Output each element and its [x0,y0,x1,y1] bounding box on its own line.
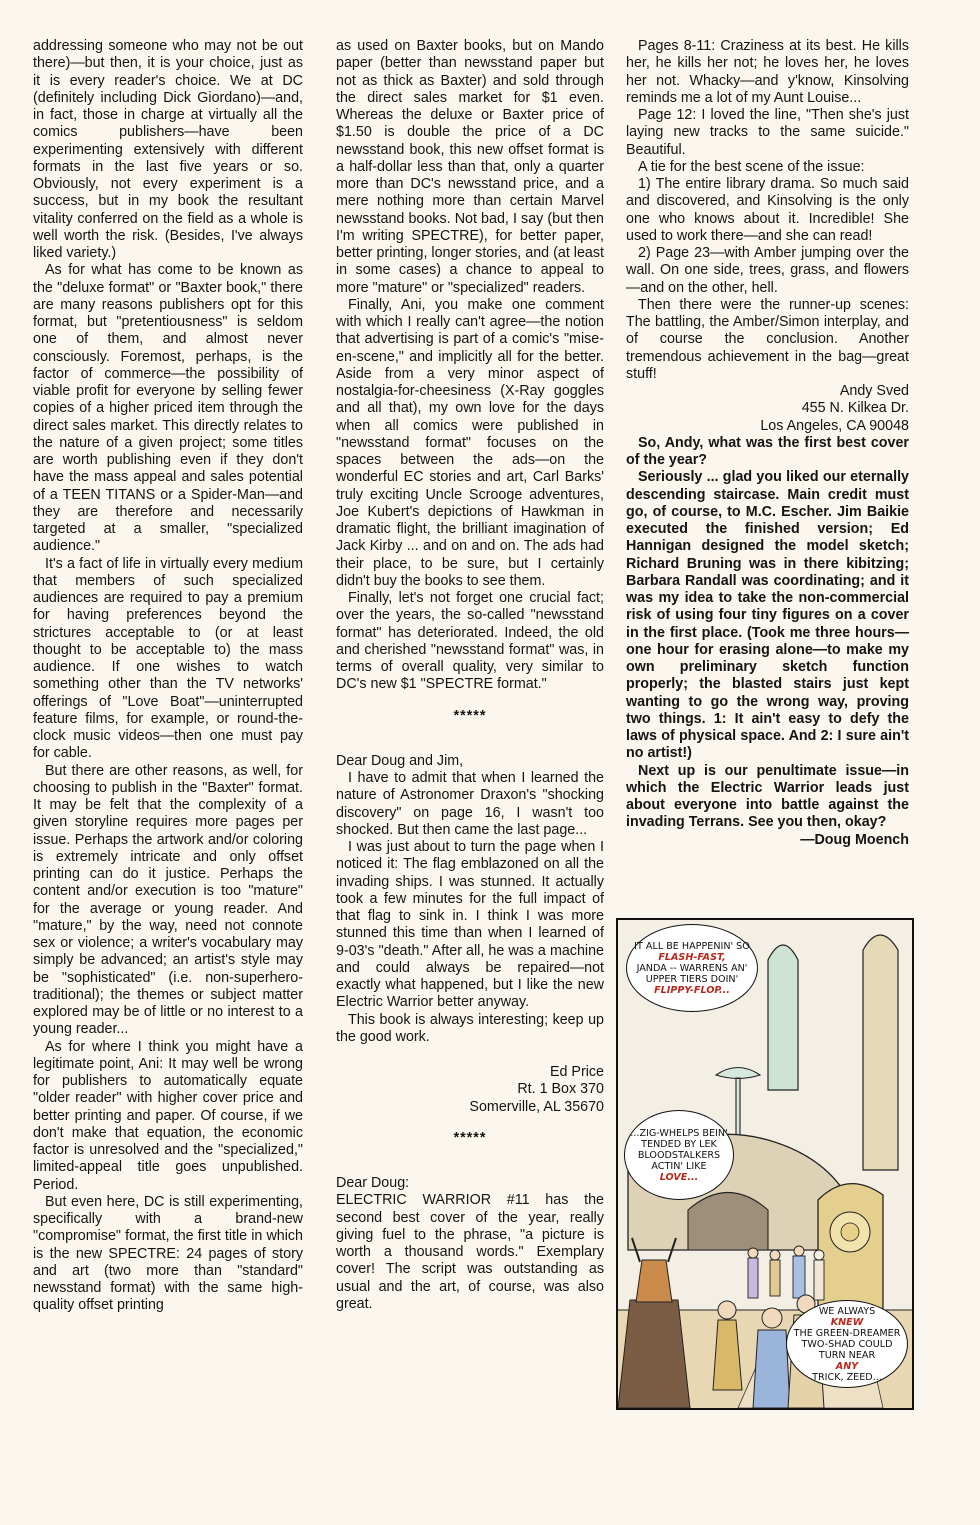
letter-signature-address-1: 455 N. Kilkea Dr. [801,400,909,417]
letter1-paragraph-2: I was just about to turn the page when I noticed it: The flag emblazoned on all the invading ships. I was stunned. It actually took a few minutes for the full impact of that flag to sink in. I think I was more stunned this time than when I learned of 9-03's "death." After all, he was a machine and could always be repaired—not exactly what happened, but I like the new Electric Warrior better anyway. [336,839,604,1011]
letter2-paragraph-1: ELECTRIC WARRIOR #11 has the second best cover of the year, really giving fuel to the phrase, "a picture is worth a thousand words." Exemplary cover! The script was outstanding as usual and the art, of course, was also great. [336,1192,604,1312]
letter-signature-address-2: Los Angeles, CA 90048 [760,417,909,434]
letter-signature-name: Andy Sved [839,383,909,399]
balloon-1-text-a: IT ALL BE HAPPENIN' SO [634,940,750,952]
left-tower [768,945,798,1090]
column-left [33,38,303,1315]
col3-paragraph-5: 2) Page 23—with Amber jumping over the wall. On one side, trees, grass, and flowers—and on the other, hell. [626,245,909,296]
speech-balloon-3 [786,1300,908,1388]
comic-panel [616,918,914,1410]
balloon-3-emphasis: KNEW [830,1316,864,1328]
col3-paragraph-2: Page 12: I loved the line, "Then she's just laying new tracks to the same suicide." Beautiful. [626,107,909,158]
letter1-paragraph-3: This book is always interesting; keep up the good work. [336,1011,604,1045]
speech-balloon-1 [626,924,758,1012]
right-tower [863,935,898,1170]
speech-balloon-2 [624,1110,734,1200]
balloon-1-emphasis: FLASH-FAST, [658,951,726,963]
balloon-3-text-a: WE ALWAYS [818,1305,876,1317]
col3-paragraph-3: A tie for the best scene of the issue: [638,158,865,175]
balloon-1-emphasis-2: FLIPPY-FLOP... [654,984,730,996]
balloon-3-emphasis-2: ANY [835,1360,859,1372]
col1-paragraph-3: It's a fact of life in virtually every medium that members of such specialized audiences are required to pay a premium for having preferences beyond the strictures acceptable to (or at least thought to be acceptable to) the mass audience. If one wishes to watch something other than the TV networks' offerings of "Love Boat"—uninterrupted feature films, for example, or round-the-clock music videos—then one must pay for cable. [33,555,303,762]
col2-paragraph-3: Finally, let's not forget one crucial fact; over the years, the so-called "newsstand format" has deteriorated. Indeed, the old and cherished "newsstand format" was, in terms of overall quality, very similar to DC's new $1 "SPECTRE format." [336,590,604,693]
balloon-1-text-b: JANDA -- WARRENS AN' UPPER TIERS DOIN' [636,962,748,985]
col2-paragraph-2: Finally, Ani, you make one comment with which I really can't agree—the notion that advertising is part of a comic's "mise-en-scene," and implicitly all for the better. Aside from a very minor aspect of nostalgia-for-cheesiness (X-Ray goggles and all that), my own love for the days when all comics were published in "newsstand format" focuses on the spaces between the ads—on the wonderful EC stories and art, Carl Barks' truly exciting Uncle Scrooge adventures, Joe Kubert's depictions of Hawkman in dramatic flight, the brilliant imagination of Jack Kirby ... and on and on. The ads had their place, to be sure, but I certainly didn't buy the books to see them. [336,296,604,589]
col1-paragraph-2: As for what has come to be known as the "deluxe format" or "Baxter book," there are many reasons publishers opt for this format, but "pretentiousness" is seldom one of them, and almost never consciously. Foremost, perhaps, is the factor of commerce—the possibility of viable profit for everyone by selling fewer copies of a higher priced item through the direct sales market. This directly relates to the nature of a given project; some titles are worth publishing even if they don't have the mass appeal and sales potential of a TEEN TITANS or a Spider-Man—and they are therefore and necessarily targeted at a smaller, "specialized audience." [33,262,303,555]
letter1-signature-name: Ed Price [549,1064,604,1080]
editor-reply-3: Next up is our penultimate issue—in which the Electric Warrior leads just about everyone into battle against the invading Terrans. See you then, okay? [626,762,909,831]
col1-paragraph-5: As for where I think you might have a legitimate point, Ani: It may well be wrong for publishers to automatically equate "older reader" with higher cover price and better printing and paper. Of course, if we don't make that equation, the economic factor is unresolved and the "specialized," limited-appeal title goes unpublished. Period. [33,1038,303,1193]
letter-salutation: Dear Doug: [336,1175,410,1191]
section-divider-stars: ***** [453,1129,487,1146]
col3-paragraph-4: 1) The entire library drama. So much said and discovered, and Kinsolving is the only one who knows about it. Incredible! She used to work there—and she can read! [626,176,909,244]
col3-paragraph-6: Then there were the runner-up scenes: The battling, the Amber/Simon interplay, and of course the conclusion. Another tremendous achievement in the bag—great stuff! [626,296,909,382]
col3-paragraph-1: Pages 8-11: Craziness at its best. He kills her, he kills her not; he loves her, he loves her not. Whacky—and y'know, Kinsolving reminds me a lot of my Aunt Louise... [626,38,909,106]
arch-opening [688,1193,768,1251]
col1-paragraph-4: But there are other reasons, as well, for choosing to publish in the "Baxter" format. It may be felt that the complexity of a given storyline requires more pages per issue. Perhaps the artwork and/or coloring is extremely intricate and only offset printing can do it justice. Perhaps the content and/or execution is too "mature" for the average or young reader. And "mature," by the way, need not connote sex or violence; a writer's vocabulary may simply be advanced; an artist's style may be "sophisticated" (i.e. non-superhero-traditional); the themes or subject matter explored may be of little or no interest to a young reader... [33,762,303,1038]
balloon-3-text-b: THE GREEN-DREAMER TWO-SHAD COULD TURN NEAR [793,1327,901,1361]
balloon-2-text-a: ...ZIG-WHELPS BEIN' TENDED BY LEK BLOODSTALKERS ACTIN' LIKE [630,1127,728,1172]
column-right [626,38,909,849]
letter-salutation: Dear Doug and Jim, [336,752,464,769]
letter1-paragraph-1: I have to admit that when I learned the nature of Astronomer Draxon's "shocking discovery" on page 16, I wasn't too shocked. But then came the last page... [336,770,604,838]
editor-reply-2: Seriously ... glad you liked our eternally descending staircase. Main credit must go, of course, to M.C. Escher. Jim Baikie executed the finished version; Ed Hannigan designed the model sketch; Richard Bruning was in there kibitzing; Barbara Randall was coordinating; and it was my idea to take the non-commercial risk of using four tiny figures on a cover in the first place. (Took me three hours—one hour for erasing alone—to make my own preliminary sketch function properly; the blasted stairs just kept wanting to go the wrong way, proving two things. 1: It ain't easy to defy the laws of physical space. And 2: I sure ain't no artist!) [626,469,909,762]
editor-signature: —Doug Moench [800,831,909,848]
col1-paragraph-6: But even here, DC is still experimenting, specifically with a brand-new "compromise" format, the first title in which is the new SPECTRE: 24 pages of story and art (two more than "standard" newsstand format) with the same high-quality offset printing [33,1193,303,1314]
col2-paragraph-1: as used on Baxter books, but on Mando paper (better than newsstand paper but not as thick as Baxter) and sold through the direct sales market for $1 even. Whereas the deluxe or Baxter price of $1.50 is double the price of a DC newsstand book, this new offset format is a half-dollar less than that, only a quarter more than DC's newsstand price, and a mere nothing more than certain Marvel newsstand books. Not bad, I say (but then I'm writing SPECTRE), for better paper, better printing, longer stories, and (at least in some cases) a chance to appeal to more "mature" or "specialized" readers. [336,38,604,296]
balloon-3-text-c: TRICK, ZEED... [812,1371,882,1383]
section-divider-stars: ***** [453,707,487,724]
letter1-signature-address-1: Rt. 1 Box 370 [517,1081,604,1098]
balloon-2-emphasis: LOVE... [659,1171,699,1183]
letter1-signature-address-2: Somerville, AL 35670 [469,1098,604,1115]
col1-paragraph-1: addressing someone who may not be out there)—but then, it is your choice, just as it is every reader's choice. We at DC (definitely including Dick Giordano)—and, in fact, those in charge at virtually all the comics publishers—have been experimenting extensively with different formats in the last five years or so. Obviously, not every experiment is a success, but in my book the resultant vitality conferred on the field as a whole is well worth the risk. (Besides, I've always liked variety.) [33,38,303,261]
editor-reply-1: So, Andy, what was the first best cover of the year? [626,434,909,468]
column-middle [336,38,604,1313]
